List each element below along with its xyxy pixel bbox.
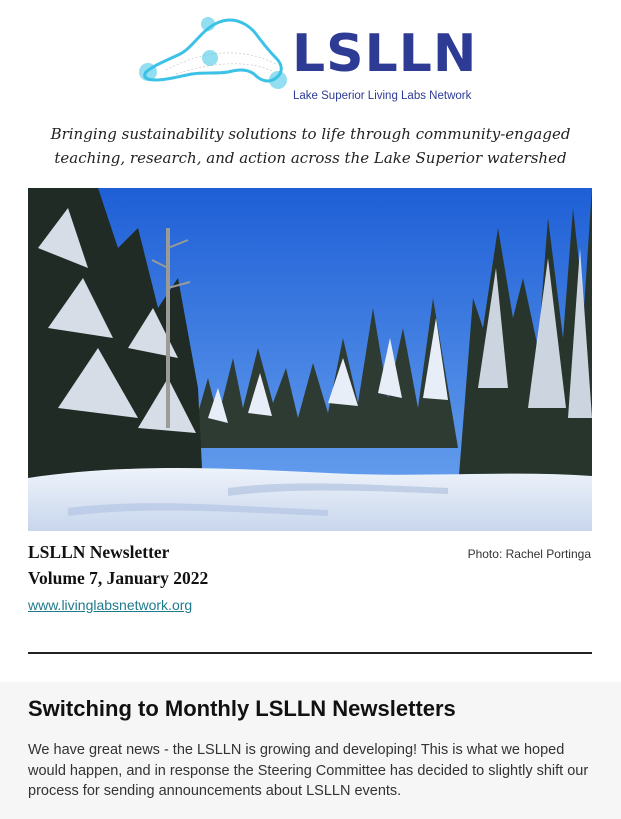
tagline-line-2: teaching, research, and action across the Lake Superior watershed <box>54 149 567 167</box>
article-title: Switching to Monthly LSLLN Newsletters <box>28 696 456 721</box>
photo-credit: Photo: Rachel Portinga <box>467 547 591 561</box>
article-body: We have great news - the LSLLN is growing and developing! This is what we hoped would happen, and in response the Steering Committee has decided to slightly shift our process for sending announcements about LSLLN events. <box>28 742 589 799</box>
logo-subtitle: Lake Superior Living Labs Network <box>293 90 472 102</box>
newsletter-title: LSLLN Newsletter <box>28 542 170 562</box>
website-link[interactable]: www.livinglabsnetwork.org <box>28 597 193 613</box>
tagline-line-1: Bringing sustainability solutions to life through community-engaged <box>50 125 571 143</box>
article-section <box>0 682 621 819</box>
section-divider <box>28 652 592 654</box>
hero-photo <box>28 188 592 531</box>
snowy-forest-photo-icon <box>28 188 592 531</box>
tagline <box>0 122 621 170</box>
lake-superior-map-icon <box>136 14 288 94</box>
newsletter-volume: Volume 7, January 2022 <box>28 568 209 588</box>
header <box>0 0 621 120</box>
logo-wordmark: LSLLN <box>292 24 478 84</box>
